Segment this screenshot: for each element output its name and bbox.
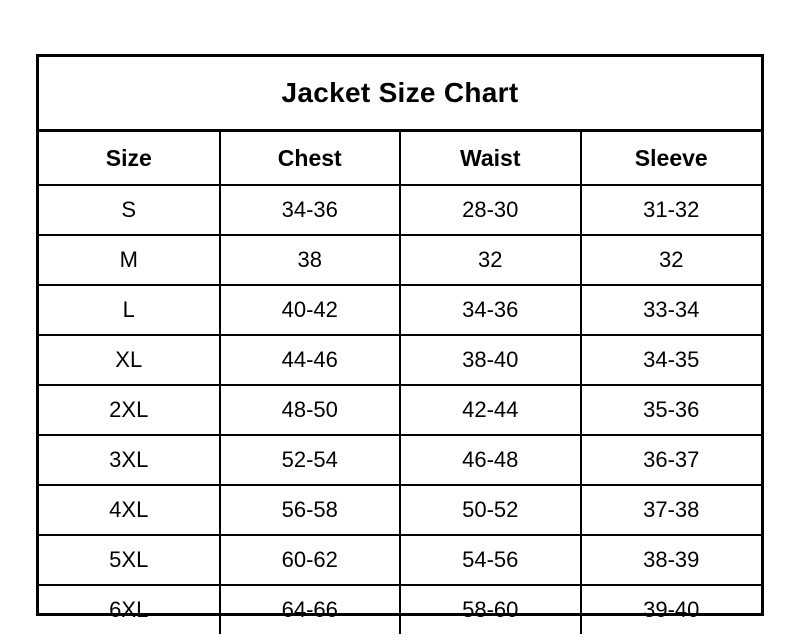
cell-chest: 38 (220, 235, 401, 285)
table-row (39, 385, 761, 435)
cell-waist: 58-60 (400, 585, 581, 634)
cell-sleeve: 31-32 (581, 185, 762, 235)
table-row (39, 235, 761, 285)
cell-sleeve: 38-39 (581, 535, 762, 585)
cell-size: M (39, 235, 220, 285)
cell-chest: 60-62 (220, 535, 401, 585)
table-row (39, 585, 761, 634)
table-row (39, 485, 761, 535)
cell-sleeve: 36-37 (581, 435, 762, 485)
jacket-size-chart-table (39, 57, 761, 634)
cell-size: L (39, 285, 220, 335)
cell-waist: 50-52 (400, 485, 581, 535)
column-header-waist: Waist (400, 131, 581, 186)
table-row (39, 185, 761, 235)
table-body (39, 185, 761, 634)
size-chart-container (36, 54, 764, 622)
cell-size: 2XL (39, 385, 220, 435)
cell-size: 5XL (39, 535, 220, 585)
cell-sleeve: 35-36 (581, 385, 762, 435)
cell-waist: 54-56 (400, 535, 581, 585)
cell-size: S (39, 185, 220, 235)
cell-sleeve: 34-35 (581, 335, 762, 385)
chart-title: Jacket Size Chart (39, 57, 761, 131)
cell-chest: 40-42 (220, 285, 401, 335)
table-head (39, 57, 761, 185)
cell-chest: 64-66 (220, 585, 401, 634)
table-row (39, 285, 761, 335)
cell-chest: 34-36 (220, 185, 401, 235)
cell-chest: 48-50 (220, 385, 401, 435)
column-header-chest: Chest (220, 131, 401, 186)
cell-size: 6XL (39, 585, 220, 634)
cell-waist: 38-40 (400, 335, 581, 385)
cell-sleeve: 33-34 (581, 285, 762, 335)
cell-chest: 56-58 (220, 485, 401, 535)
cell-chest: 52-54 (220, 435, 401, 485)
cell-waist: 32 (400, 235, 581, 285)
column-header-sleeve: Sleeve (581, 131, 762, 186)
cell-waist: 34-36 (400, 285, 581, 335)
cell-sleeve: 39-40 (581, 585, 762, 634)
cell-waist: 42-44 (400, 385, 581, 435)
cell-waist: 46-48 (400, 435, 581, 485)
cell-size: 4XL (39, 485, 220, 535)
cell-waist: 28-30 (400, 185, 581, 235)
table-row (39, 335, 761, 385)
cell-size: XL (39, 335, 220, 385)
cell-sleeve: 32 (581, 235, 762, 285)
column-header-row (39, 131, 761, 186)
column-header-size: Size (39, 131, 220, 186)
cell-sleeve: 37-38 (581, 485, 762, 535)
cell-chest: 44-46 (220, 335, 401, 385)
cell-size: 3XL (39, 435, 220, 485)
chart-title-row (39, 57, 761, 131)
table-row (39, 535, 761, 585)
table-row (39, 435, 761, 485)
